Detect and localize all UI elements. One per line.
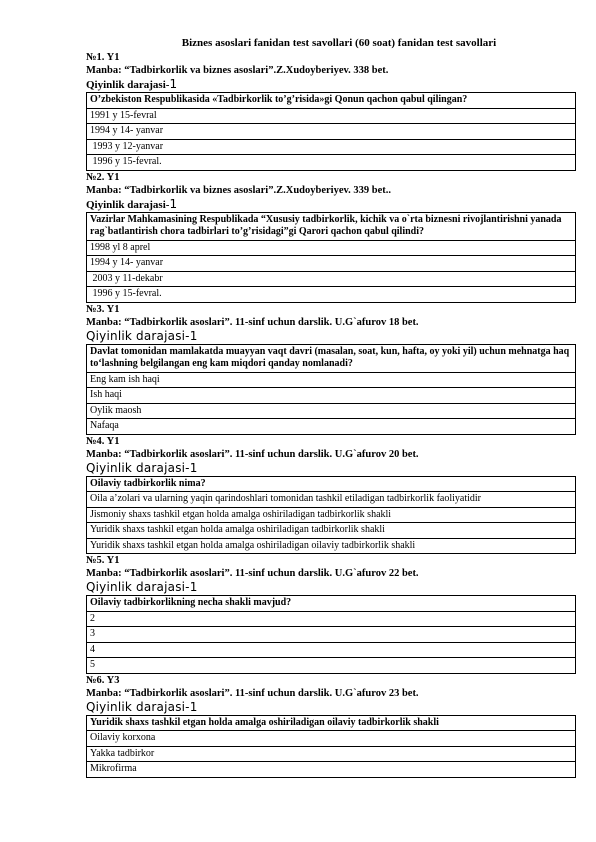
question-number: №2. Y1 xyxy=(86,171,120,183)
question-block-5 xyxy=(86,554,576,674)
question-source: Manba: “Tadbirkorlik va biznes asoslari”.Z.Xudoyberiyev. 339 bet.. xyxy=(86,184,392,196)
answer-option: 1994 y 14- yanvar xyxy=(87,124,576,140)
question-text: Yuridik shaxs tashkil etgan holda amalga oshiriladigan oilaviy tadbirkorlik shakli xyxy=(87,715,576,731)
answer-option: Yuridik shaxs tashkil etgan holda amalga oshiriladigan tadbirkorlik shakli xyxy=(87,523,576,539)
answer-option: Jismoniy shaxs tashkil etgan holda amalga oshiriladigan tadbirkorlik shakli xyxy=(87,507,576,523)
question-table xyxy=(86,595,576,674)
answer-option: Oilaviy korxona xyxy=(87,731,576,747)
question-number: №5. Y1 xyxy=(86,555,120,566)
question-source: Manba: “Tadbirkorlik asoslari”. 11-sinf uchun darslik. U.G`afurov 23 bet. xyxy=(86,687,419,699)
question-number: №4. Y1 xyxy=(86,435,120,447)
answer-option: Yakka tadbirkor xyxy=(87,746,576,762)
difficulty-level xyxy=(86,77,576,92)
answer-option: 3 xyxy=(87,627,576,643)
answer-option: Yuridik shaxs tashkil etgan holda amalga oshiriladigan oilaviy tadbirkorlik shakli xyxy=(87,538,576,554)
answer-option: Oila a’zolari va ularning yaqin qarindoshlari tomonidan tashkil etiladigan tadbirkorlik faoliyatidir xyxy=(87,492,576,508)
answer-option: 2 xyxy=(87,611,576,627)
document-title: Biznes asoslari fanidan test savollari (60 soat) fanidan test savollari xyxy=(181,37,497,49)
question-table xyxy=(86,476,576,555)
question-block-1 xyxy=(86,51,576,171)
answer-option: 1996 y 15-fevral. xyxy=(87,155,576,171)
document-page xyxy=(86,36,576,778)
difficulty-value: 1 xyxy=(169,196,178,211)
question-block-4 xyxy=(86,435,576,555)
question-text: Oilaviy tadbirkorlikning necha shakli mavjud? xyxy=(87,596,576,612)
answer-option: 2003 y 11-dekabr xyxy=(87,271,576,287)
answer-option: Nafaqa xyxy=(87,419,576,435)
difficulty-level: Qiyinlik darajasi-1 xyxy=(86,460,198,475)
question-block-2 xyxy=(86,171,576,303)
question-text: O’zbekiston Respublikasida «Tadbirkorlik to’g’risida»gi Qonun qachon qabul qilingan? xyxy=(87,93,576,109)
question-table xyxy=(86,715,576,778)
question-table xyxy=(86,212,576,303)
question-table xyxy=(86,344,576,435)
difficulty-level: Qiyinlik darajasi-1 xyxy=(86,328,198,343)
difficulty-label: Qiyinlik darajasi- xyxy=(86,198,170,211)
difficulty-level xyxy=(86,197,576,212)
question-number: №6. Y3 xyxy=(86,674,120,686)
answer-option: Mikrofirma xyxy=(87,762,576,778)
question-source: Manba: “Tadbirkorlik asoslari”. 11-sinf uchun darslik. U.G`afurov 18 bet. xyxy=(86,316,419,328)
question-source: Manba: “Tadbirkorlik asoslari”. 11-sinf uchun darslik. U.G`afurov 20 bet. xyxy=(86,448,419,460)
answer-option: 4 xyxy=(87,642,576,658)
question-number: №1. Y1 xyxy=(86,52,120,63)
answer-option: 1996 y 15-fevral. xyxy=(87,287,576,303)
question-block-3 xyxy=(86,303,576,435)
question-number: №3. Y1 xyxy=(86,303,120,315)
answer-option: Ish haqi xyxy=(87,388,576,404)
answer-option: 1998 yl 8 aprel xyxy=(87,240,576,256)
difficulty-level: Qiyinlik darajasi-1 xyxy=(86,699,198,714)
answer-option: 5 xyxy=(87,658,576,674)
question-text: Oilaviy tadbirkorlik nima? xyxy=(87,476,576,492)
question-source: Manba: “Tadbirkorlik va biznes asoslari”.Z.Xudoyberiyev. 338 bet. xyxy=(86,65,389,76)
difficulty-value: 1 xyxy=(169,77,178,91)
difficulty-level: Qiyinlik darajasi-1 xyxy=(86,580,198,594)
difficulty-label: Qiyinlik darajasi- xyxy=(86,79,170,91)
answer-option: Eng kam ish haqi xyxy=(87,372,576,388)
question-text: Davlat tomonidan mamlakatda muayyan vaqt davri (masalan, soat, kun, hafta, oy yoki yil) uchun mehnatga haq to‘lashning belgilangan eng kam miqdori qanday nomlanadi? xyxy=(87,344,576,372)
answer-option: 1991 y 15-fevral xyxy=(87,108,576,124)
question-text: Vazirlar Mahkamasining Respublikada “Xususiy tadbirkorlik, kichik va o`rta biznesni rivojlantirishni yanada rag`batlantirish chora tadbirlari to’g’risidagi”gi Qarori qachon qabul qilindi? xyxy=(87,212,576,240)
question-source: Manba: “Tadbirkorlik asoslari”. 11-sinf uchun darslik. U.G`afurov 22 bet. xyxy=(86,568,419,579)
question-table xyxy=(86,92,576,171)
answer-option: 1993 y 12-yanvar xyxy=(87,139,576,155)
answer-option: 1994 y 14- yanvar xyxy=(87,256,576,272)
answer-option: Oylik maosh xyxy=(87,403,576,419)
question-block-6 xyxy=(86,674,576,778)
